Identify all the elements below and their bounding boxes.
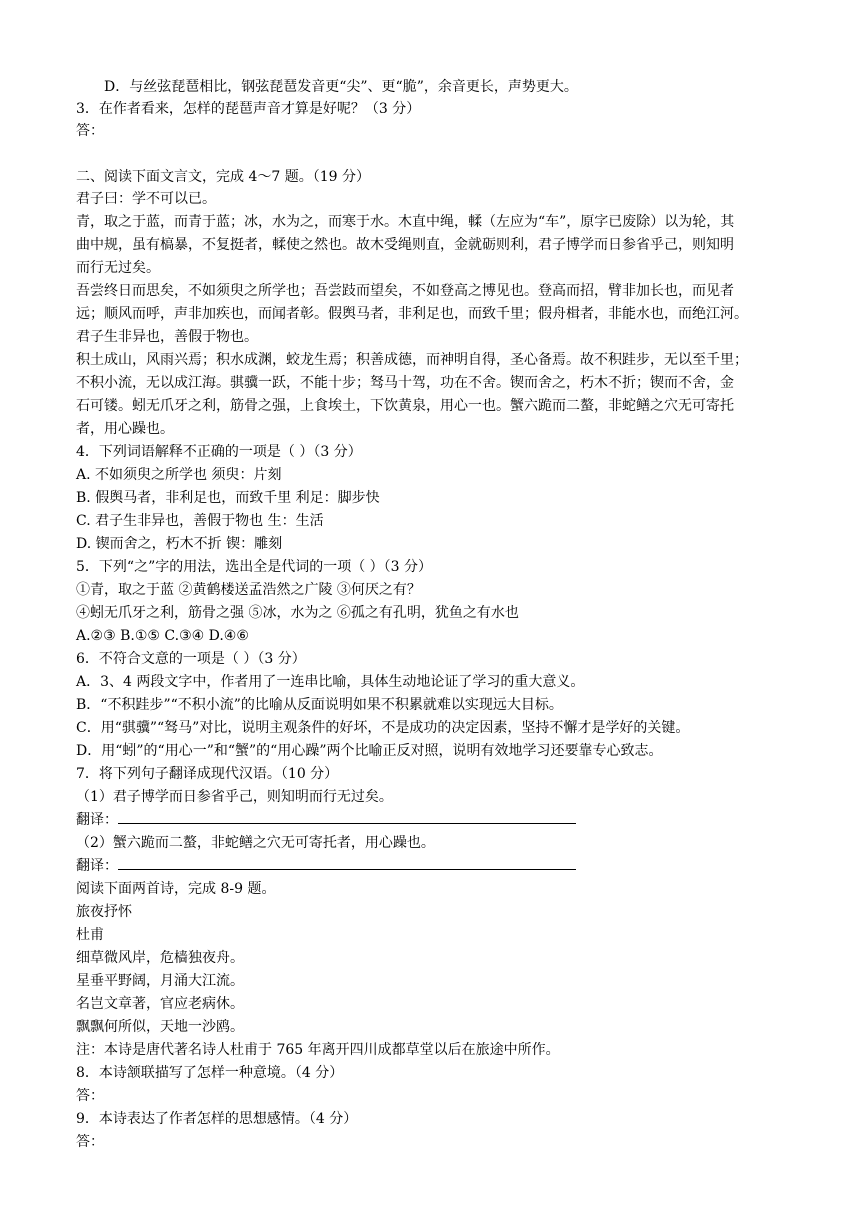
poem-line: 名岂文章著，官应老病休。: [76, 996, 244, 1012]
poem-instruction: 阅读下面两首诗，完成 8-9 题。: [76, 881, 276, 897]
passage-line: 青，取之于蓝，而青于蓝；冰，水为之，而寒于水。木直中绳，輮（左应为“车”，原字已废除）以为轮，其: [76, 214, 735, 230]
passage-line: 远；顺风而呼，声非加疾也，而闻者彰。假舆马者，非利足也，而致千里；假舟楫者，非能水也，而绝江河。: [76, 306, 748, 322]
option-d-q4: D. 锲而舍之，朽木不折 锲：雕刻: [76, 536, 283, 552]
poem-line: 细草微风岸，危樯独夜舟。: [76, 950, 244, 966]
translation-line-1: [76, 809, 576, 831]
q5-options: A.②③ B.①⑤ C.③④ D.④⑥: [76, 628, 249, 644]
passage-line: 不积小流，无以成江海。骐骥一跃，不能十步；驽马十驾，功在不舍。锲而舍之，朽木不折；锲而不舍，金: [76, 375, 734, 391]
option-c-q6: C．用“骐骥”“驽马”对比，说明主观条件的好坏，不是成功的决定因素，坚持不懈才是学好的关键。: [76, 720, 690, 736]
option-b-q4: B. 假舆马者，非利足也，而致千里 利足：脚步快: [76, 490, 380, 506]
q5-items-2: ④蚓无爪牙之利，筋骨之强 ⑤冰，水为之 ⑥孤之有孔明，犹鱼之有水也: [76, 605, 519, 621]
section-2-heading: 二、阅读下面文言文，完成 4～7 题。（19 分）: [76, 169, 370, 185]
option-a-q6: A．3、4 两段文字中，作者用了一连串比喻，具体生动地论证了学习的重大意义。: [76, 674, 585, 690]
option-d-q6: D．用“蚓”的“用心一”和“蟹”的“用心躁”两个比喻正反对照，说明有效地学习还要靠专心致志。: [76, 743, 663, 759]
question-9: 9．本诗表达了作者怎样的思想感情。（4 分）: [76, 1111, 358, 1127]
answer-label-q9: 答：: [76, 1134, 104, 1150]
passage-line: 吾尝终日而思矣，不如须臾之所学也；吾尝跂而望矣，不如登高之博见也。登高而招，臂非加长也，而见者: [76, 283, 734, 299]
translation-line-2: [76, 855, 576, 877]
question-3: 3．在作者看来，怎样的琵琶声音才算是好呢？（3 分）: [76, 101, 421, 117]
answer-label-q3: 答：: [76, 123, 104, 139]
option-d-q2: D．与丝弦琵琶相比，钢弦琵琶发音更“尖”、更“脆”，余音更长，声势更大。: [104, 79, 578, 95]
answer-label-q8: 答：: [76, 1088, 104, 1104]
q7-sentence-1: （1）君子博学而日参省乎己，则知明而行无过矣。: [76, 789, 393, 805]
question-5: 5．下列“之”字的用法，选出全是代词的一项（ ）（3 分）: [76, 559, 433, 575]
poem-line: 飘飘何所似，天地一沙鸥。: [76, 1019, 244, 1035]
translation-label: 翻译：: [76, 858, 118, 874]
poem-author: 杜甫: [76, 927, 104, 943]
question-8: 8．本诗颔联描写了怎样一种意境。（4 分）: [76, 1065, 344, 1081]
poem-title: 旅夜抒怀: [76, 904, 132, 920]
option-b-q6: B．“不积跬步”“不积小流”的比喻从反面说明如果不积累就难以实现远大目标。: [76, 697, 563, 713]
passage-line: 君子曰：学不可以已。: [76, 191, 216, 207]
passage-line: 者，用心躁也。: [76, 421, 174, 437]
question-7: 7．将下列句子翻译成现代汉语。（10 分）: [76, 766, 339, 782]
passage-line: 石可镂。蚓无爪牙之利，筋骨之强，上食埃土，下饮黄泉，用心一也。蟹六跪而二螯，非蛇鳝之穴无可寄托: [76, 398, 734, 414]
passage-line: 君子生非异也，善假于物也。: [76, 329, 258, 345]
option-a-q4: A. 不如须臾之所学也 须臾：片刻: [76, 467, 282, 483]
translation-label: 翻译：: [76, 812, 118, 828]
passage-line: 积土成山，风雨兴焉；积水成渊，蛟龙生焉；积善成德，而神明自得，圣心备焉。故不积跬步，无以至千里；: [76, 352, 748, 368]
answer-blank[interactable]: [118, 809, 576, 824]
passage-line: 曲中规，虽有槁暴，不复挺者，輮使之然也。故木受绳则直，金就砺则利，君子博学而日参省乎己，则知明: [76, 237, 734, 253]
question-4: 4．下列词语解释不正确的一项是（ ）（3 分）: [76, 444, 362, 460]
q5-items-1: ①青，取之于蓝 ②黄鹤楼送孟浩然之广陵 ③何厌之有？: [76, 582, 421, 598]
question-6: 6．不符合文意的一项是（ ）（3 分）: [76, 651, 306, 667]
option-c-q4: C. 君子生非异也，善假于物也 生：生活: [76, 513, 324, 529]
answer-blank[interactable]: [118, 855, 576, 870]
poem-note: 注：本诗是唐代著名诗人杜甫于 765 年离开四川成都草堂以后在旅途中所作。: [76, 1042, 560, 1058]
passage-line: 而行无过矣。: [76, 260, 160, 276]
q7-sentence-2: （2）蟹六跪而二螯，非蛇鳝之穴无可寄托者，用心躁也。: [76, 835, 435, 851]
poem-line: 星垂平野阔，月涌大江流。: [76, 973, 244, 989]
